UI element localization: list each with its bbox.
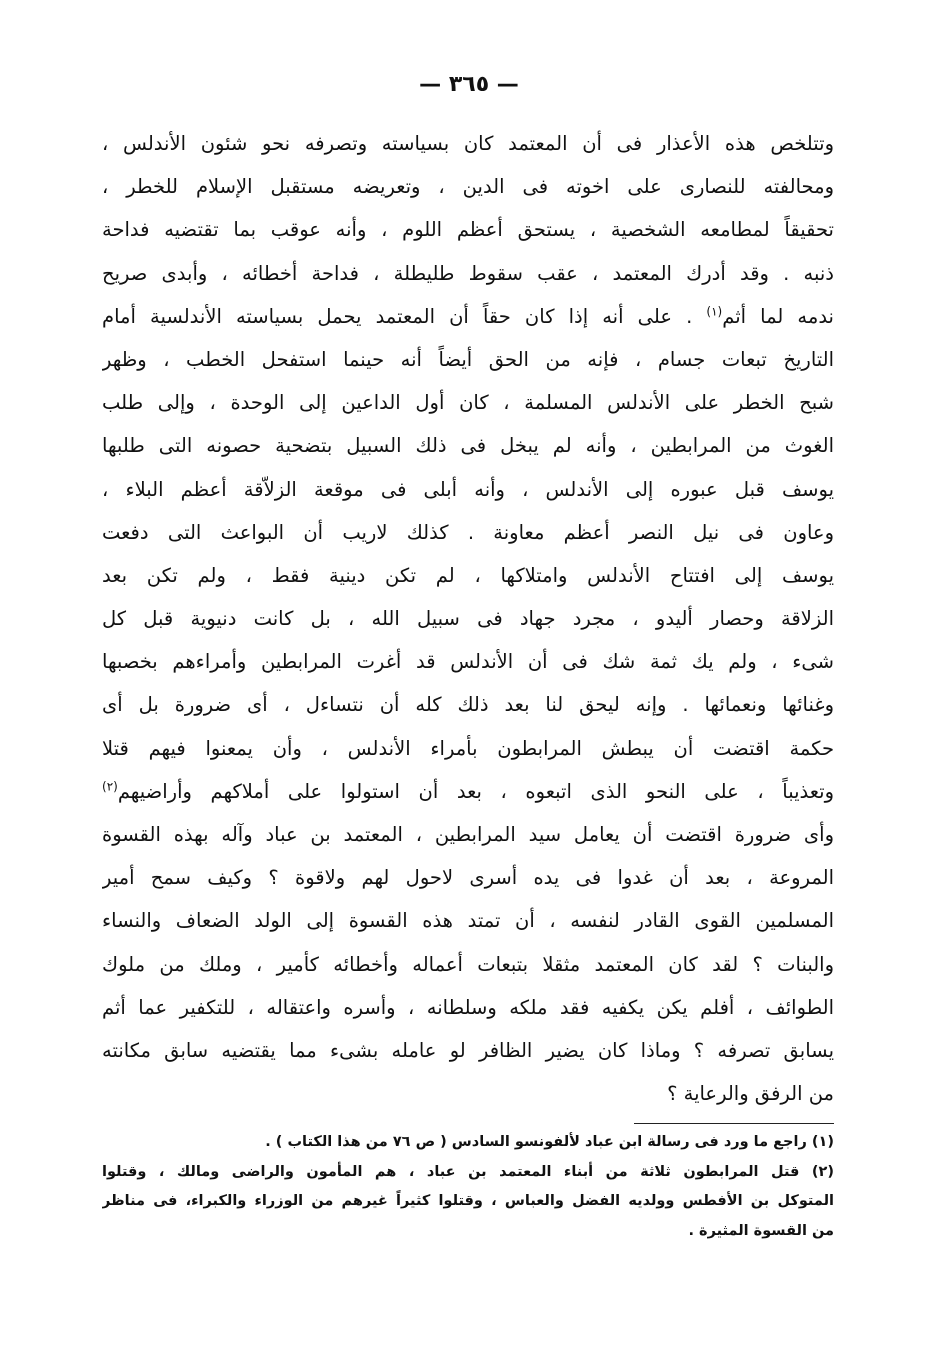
text-line (102, 770, 834, 813)
footnote-ref-1: (١) (706, 304, 723, 319)
text-line: ومحالفته للنصارى على اخوته فى الدين ، وتعريضه مستقبل الإسلام للخطر ، (102, 175, 834, 199)
text-line: من الرفق والرعاية ؟ (667, 1082, 834, 1106)
text-line-part: ندمه لما أثم (722, 304, 834, 328)
footnote-divider (634, 1123, 834, 1124)
footnote-ref-2: (٢) (102, 779, 118, 794)
footnote-2-end: من القسوة المثيرة . (688, 1222, 834, 1239)
footnote-1: (١) راجع ما ورد فى رسالة ابن عباد لألفونسو السادس ( ص ٧٦ من هذا الكتاب ) . (265, 1134, 834, 1150)
text-line: شبح الخطر على الأندلس المسلمة ، كان أول الداعين إلى الوحدة ، وإلى طلب (102, 391, 834, 415)
text-line: تحقيقاً لمطامعه الشخصية ، يستحق أعظم اللوم ، وأنه عوقب بما تقتضيه فداحة (102, 218, 834, 242)
text-line: الغوث من المرابطين ، وأنه لم يبخل فى ذلك السبيل بتضحية حصونه التى طلبها (102, 434, 834, 458)
text-line: وغنائها ونعمائها . وإنه ليحق لنا بعد ذلك كله أن نتساءل ، أى ضرورة بل أى (102, 693, 834, 717)
text-line: المروعة ، بعد أن غدوا فى يده أسرى لاحول لهم ولاقوة ؟ وكيف سمح أمير (102, 866, 834, 890)
text-line: يسابق تصرفه ؟ وماذا كان يضير الظافر لو عامله بشىء مما يقتضيه سابق مكانته (102, 1038, 834, 1062)
text-line: شىء ، ولم يك ثمة شك فى أن الأندلس قد أغرت المرابطين وأمراءهم بخصبها (102, 650, 834, 674)
text-line: المسلمين القوى القادر لنفسه ، أن تمتد هذه القسوة إلى الولد الضعاف والنساء (102, 909, 834, 933)
text-line: ذنبه . وقد أدرك المعتمد ، عقب سقوط طليطلة ، فداحة أخطائه ، وأبدى صريح (102, 261, 834, 285)
text-line: يوسف إلى افتتاح الأندلس وامتلاكها ، لم تكن دينية فقط ، ولم تكن بعد (102, 563, 834, 587)
text-line: الطوائف ، أفلم يكن يكفيه فقد ملكه وسلطانه ، وأسره واعتقاله ، للتكفير عما أثم (102, 995, 834, 1019)
text-line-part: . على أنه إذا كان حقاً أن المعتمد يحمل بسياسته الأندلسية أمام (102, 304, 707, 328)
text-line: وأى ضرورة اقتضت أن يعامل سيد المرابطين ، المعتمد بن عباد وآله بهذه القسوة (102, 823, 834, 846)
text-line: يوسف قبل عبوره إلى الأندلس ، وأنه أبلى فى موقعة الزلاّقة أعظم البلاء ، (102, 477, 834, 501)
body-text (102, 122, 834, 1115)
text-line: وعاون فى نيل النصر أعظم معاونة . كذلك لاريب أن البواعث التى دفعت (102, 520, 834, 544)
text-line: وتتلخص هذه الأعذار فى أن المعتمد كان بسياسته وتصرفه نحو شئون الأندلس ، (102, 132, 834, 155)
footnote-2: (٢) قتل المرابطون ثلاثة من أبناء المعتمد بن عباد ، هم المأمون والراضى ومالك ، وقتلوا (102, 1163, 834, 1180)
footnotes (102, 1128, 834, 1246)
page-number: — ٣٦٥ — (419, 72, 519, 97)
footnote-2-cont: المتوكل بن الأفطس وولديه الفضل والعباس ، وقتلوا كثيراً غيرهم من الوزراء والكبراء، فى مناظر (102, 1193, 834, 1209)
text-line: حكمة اقتضت أن يبطش المرابطون بأمراء الأندلس ، وأن يمعنوا فيهم قتلا (102, 736, 834, 760)
text-line (102, 295, 834, 338)
text-line: الزلاقة وحصار أليدو ، مجرد جهاد فى سبيل الله ، بل كانت دنيوية قبل كل (102, 607, 834, 631)
text-line-part: وتعذيباً ، على النحو الذى اتبعوه ، بعد أن استولوا على أملاكهم وأراضيهم (117, 779, 834, 803)
text-line: التاريخ تبعات جسام ، فإنه من الحق أيضاً أنه حينما استفحل الخطب ، وظهر (102, 347, 834, 371)
text-line: والبنات ؟ لقد كان المعتمد مثقلا بتبعات أعماله وأخطائه كأمير ، وملك من ملوك (102, 952, 834, 976)
